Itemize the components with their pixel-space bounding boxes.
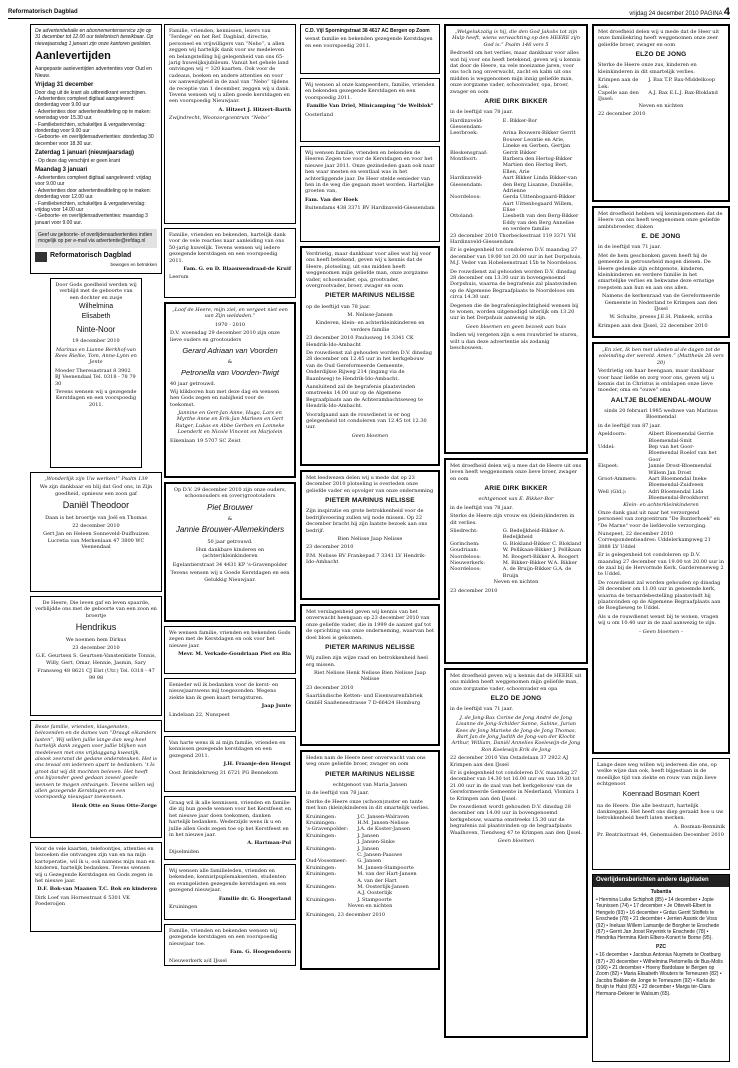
thanks-otte: Beste familie, vrienden, klasgenoten, belezenden en de dames van “Draagt elkanders lasten”, Wij willen jullie lange dan weg heel hartelijk dank zeggen voor jullie blijken van medeleven met ons vrijdaggang kwestijk, alsook zeeranst de gedane ondersteuken. Het is ons tevaal om iedereen apart te bedanken. 't Is groot dat wij dit mochten beleven. Het heeft ons bijzonder goed gedaan zoveel goede wensen te mogen ontvangen. Tevens willen wij allen gezegende Kerstdagen en een voorspoedig nieuwjaar toewensen. Henk Otte en Suus Otte-Zorge bbox=[30, 720, 162, 838]
page-header bbox=[8, 6, 730, 19]
wish-hoogendoorn: Familie, vrienden en bekenden wensen wij gezegende kerstdagen en een voorspoedig nieuwjaar toe. Fam. G. Hoogendoorn Nieuwerkerk a/d IJssel bbox=[164, 924, 296, 966]
relative-row: Noordeloos: A. de Bruijn-Bikker G.A. de Bruijn bbox=[450, 566, 572, 579]
relative-row: Kruiningen: J. Jansen bbox=[306, 845, 379, 852]
line: - Familieberichten, schakeltjes & vergaderverslag: vrijdag voor 14.00 uur bbox=[35, 200, 146, 213]
obituary-nelisse-3: Met verslagenheid geven wij kennis van het onverwacht heengaan op 23 december 2010 van onze geliefde vader, die in 1999 de aanzet gaf tot de oprichting van onze onderneming, waarvan het doel bloei is gekomen. PIETER MARINUS NELISSE Wij zullen zijn wijze raad en betrokkenheid heel erg missen. Riet Nelisse Henk Nelisse Bien Nelisse Jaap Nelisse 23 december 2010 Saarländische Ketten- und Eisenwarenfabriek GmbH Saaßenesstrasse 7 D-66424 Homburg bbox=[300, 604, 440, 746]
thanks-bosman: Lange deze weg willen wij iedereen die ons, op welke wijze dan ook, heeft bijgestaan in de moeilijke tijd van ziekte en rouw van mijn lieve echtgenoot Koenraad Bosman Koert na de Heere. Die alle bestuurt, hartelijk dankzeggen. Het heeft ons diep geraakt hoe u uw betrokkenheid heeft laten merken. A. Bosman-Benninik Pr. Beatrixstraat 44, Genemuiden December 2010 bbox=[592, 758, 730, 870]
page-date: vrijdag 24 december 2010 bbox=[629, 11, 699, 17]
relative-row: Nieuwerkerk: M. Bikker-Bikker W.A. Bikker bbox=[450, 560, 578, 566]
relative-row: Noordeloos: M. Boogert-Bikker A. Boogert bbox=[450, 553, 579, 560]
page-label: PAGINA bbox=[700, 11, 723, 17]
column-2 bbox=[164, 24, 296, 970]
relative-row: Oud-Vossemeer: G. Jansen bbox=[306, 858, 382, 865]
relative-row: Kruiningen: J. Stampoorte bbox=[306, 896, 392, 903]
line: - Op deze dag verschijnt er geen krant bbox=[35, 157, 121, 164]
relative-row: Bleskensgraaf: Gerrit Bikker bbox=[450, 149, 537, 156]
relative-row: C. Jansen-Paauwe bbox=[357, 852, 403, 858]
relative-row: Groot-Ammers: Aart Bloemendal Ineke Bloemendal-Zuidveen bbox=[598, 475, 707, 489]
relative-row: Capelle aan den IJssel: A.J. Bax E.L.J. Bax-Blokland bbox=[598, 90, 718, 103]
date-heading: Vrijdag 31 december bbox=[35, 82, 94, 89]
relative-row: Kruiningen: H.M. Jansen-Nelisse bbox=[306, 820, 409, 827]
reformatorisch-logo: Reformatorisch Dagblad bbox=[35, 252, 157, 262]
obituary-bloemendal: „En ziet, Ik ben met ulieden al de dagen tot de voleinding der wereld. Amen.” (Mattheüs 28 vers 20) Verdrietig om haar heengaan, maar dankbaar voor haar liefde en zorg voor ons, geven wij u kennis dat in Christus is ontslapen onze lieve moeder, oma en "ouwe" oma AALTJE BLOEMENDAL-MOUW sinds 20 februari 1985 weduwe van Marinus Bloemendal in de leeftijd van 87 jaar. Apeldoorn: Albert Bloemendal Gerrie Bloemendal-Smit Uddel: Bep van het Goor-Bloemendal Roelof van het Goor Elspeet: Jannie Drost-Bloemendal Willem Jan Drost Groot-Ammers: Aart Bloemendal Ineke Bloemendal-Zuidveen Well (Gld.): Adri Bloemendal Lida Bloemendal-Brookhorst Klein- en achterkleinkinderen Onze dank gaat uit naar het verzorgend personeel van zorgcentrum "De Bunterhoek" en "De Marne" voor de liefdevolle verzorging. Nunspeet, 22 december 2010 Correspondentieadres: Uddelerkampweg 21 3888 LV Uddel Er is gelegenheid tot condoleren op D.V. maandag 27 december van 19.00 tot 20.00 uur in de zaal bij de Hervormde Kerk, Garderenseweg 2 te Uddel. De rouwdienst zal worden gehouden op dinsdag 28 december om 11.00 uur in genoemde kerk, waarna de teraardebestelling plaatsvindt bij plaatsvinden op de Algemene Begraafplaats aan de Roeglieweg te Uddel. Als u de rouwdienst wenst bij te wonen, vragen wij u om 10.40 uur in de zaal aanwezig te zijn. – Geen bloemen – bbox=[592, 342, 730, 754]
obituary-bikker-2: Met droefheid delen wij u mee dat de Heere uit ons leven heeft weggenomen onze lieve broer, zwager en oom ARIE DIRK BIKKER echtgenoot van E. Bikker-Bor in de leeftijd van 78 jaar. Sterke de Heere zijn vrouw en (klein)kinderen in dit verlies. Sliedrecht: G. Bedeljkheid-Bikker A. Bedeljkheid Gorinchem: G. Blokland-Bikker C. Blokland Goudriaan: W. Pellikaan-Bikker J. Pellikaan Noordeloos: M. Boogert-Bikker A. Boogert Nieuwerkerk: M. Bikker-Bikker W.A. Bikker Noordeloos: A. de Bruijn-Bikker G.A. de Bruijn Neven en nichten 23 december 2010 bbox=[444, 458, 588, 664]
obituary-nelisse-1: Verdrietig, maar dankbaar voor alles wat hij voor ons heeft betekend, geven wij u kennis dat de Heere, plotseling, uit ons midden heeft weggenomen mijn geliefde man, onze zorgzame vader, schoonvader, opa, grootvader, overgrootvader, broer, zwager en oom PIETER MARINUS NELISSE op de leeftijd van 78 jaar. M. Nelisse-Jansen Kinderen, klein- en achterkleinkinderen en verdere familie 23 december 2010 Paulusweg 14 3341 CK Hendrik-Ido-Ambacht De rouwdienst zal gehouden worden D.V. dinsdag 28 december om 12.45 uur in het kerkgebouw van de Oud Gereformeerde Gemeente, Onderdijkse Rijweg 214 (ingang via de Baanbweg) te Hendrik-Ido-Ambacht. Aansluitend zal de begrafenis plaatsvinden omstreeks 14.00 uur op de Algemene Begraafplaats aan de Achterambachtseweg te Hendrik-Ido-Ambacht. Voorafgaand aan de rouwdienst is er nog gelegenheid tot condoleren van 12.45 tot 12.30 uur. Geen bloemen bbox=[300, 246, 440, 466]
ad-subtitle: Aangepaste aanlevertijden advertenties voor Oud en Nieuw. bbox=[35, 66, 152, 79]
intro-note: De advertentiebalie en abonnementenservice zijn op 31 december tot 12.00 uur telefonisch bereikbaar. Op nieuwjaarsdag 1 januari zijn onze kantoren gesloten. bbox=[35, 28, 154, 47]
column-4 bbox=[444, 24, 588, 1042]
wish-van-driel: Wij wensen al onze kampeerders, familie, vrienden en bekenden gezegende Kerstdagen en een voorspoedig 2011. Familie Van Driel, Minicamping "de Welblok" Oosterland bbox=[300, 78, 440, 142]
paper-name: Reformatorisch Dagblad bbox=[8, 9, 78, 15]
relative-row: Kruiningen: J. Jansen bbox=[306, 832, 379, 839]
line: - Geboorte- en overlijdensadvertenties: maandag 3 januari voor 9.00 uur. bbox=[35, 213, 148, 226]
obituary-bikker-1: „Welgelukzalig is hij, die den God Jakobs tot zijn Hulp heeft, wiens verwachting op den HEERE zijn God is.” Psalm 146 vers 5 Bedroefd om het verlies, maar dankbaar voor alles wat hij voor ons heeft betekend, geven wij u kennis dat door de Heere, na vele moeizame jaren, voor ons toch nog onverwacht, zacht en kalm uit ons midden is weggenomen mijn innig geliefde man, onze zorgzame vader, schoonvader, opa, broer, zwager en oom ARIE DIRK BIKKER in de leeftijd van 78 jaar. Hardinxveld-Giessendam: E. Bikker-Bor Leerbroek: Arina Bouwers-Bikker Gerrit Bouwer Leontie en Arie, Lineke en Gerben, Gertjan Bleskensgraaf: Gerrit Bikker Montfoort: Barbera den Hertog-Bikker Martien den Hertog Bert, Ellen, Arie Hardinxveld-Giessendam: Aart Bikker Linda Bikker-van den Berg Lisanne, Daniëlle, Adrienne Noordeloos: Gerda Uittenbogaard-Bikker Aart Uittenbogaard Willem, Elise Ottoland: Liesbeth van den Berg-Bikker Eddy van den Berg Annelise en verdere familie 23 december 2010 Thorbeckestraat 119 3371 VH Hardinxveld-Giessendam Er is gelegenheid tot condoleren D.V. maandag 27 december van 19.00 tot 20.00 uur in het Dorpshuis, M.J. Veder van Hobeleenstraat 15b te Noordeloos. De rouwdienst zal gehouden worden D.V. dinsdag 28 december om 13.30 uur in bovengenoemd Dorpshuis, waarna de begrafenis zal plaatsvinden op de Algemene Begraafplaats te Noordeloos om circa 14.30 uur. Degenen die de begrafenisplechtigheid wensen bij te wonen, worden uitgenodigd uiterlijk om 13.20 uur in het Dorpshuis aanwezig te zijn. Geen bloemen en geen bezoek aan huis Indien wij vergeten zijn u een rouwbrief te sturen, wilt u dan deze advertentie als zodanig beschouwen. bbox=[444, 24, 588, 454]
relative-row: Ottoland: Liesbeth van den Berg-Bikker Eddy van den Berg Annelise en verdere familie bbox=[450, 213, 579, 233]
line: - Advertenties compleet digitaal aangeleverd: vrijdag voor 9.00 uur bbox=[35, 174, 151, 188]
line: - Geboorte- en overlijdensadvertenties: donderdag 30 december voor 18.30 uur. bbox=[35, 134, 154, 147]
other-obituaries-title: Overlijdensberichten andere dagbladen bbox=[593, 875, 729, 887]
date-heading: Maandag 3 januari bbox=[35, 167, 88, 174]
thanks-kruif: Familie, vrienden en bekenden, hartelijk dank voor de vele reacties naar aanleiding van ons 50-jarig huwelijk. Tevens wensen wij iedere gezegende kerstdagen en een voorspoedig 2011. Fam. G. en D. Blaauwendraad-de Kruif Leerum bbox=[164, 228, 296, 298]
email-note: Geef uw geboorte- of overlijdensadvertenties indien mogelijk op per e-mail via advertentie@refdag.nl bbox=[35, 229, 157, 248]
birth-daniel: „Wonderlijk zijn Uw werken!” Psalm 139 We zijn dankbaar en blij dat God ons, in Zijn goedheid, opnieuw een zoon gaf Daniël Theodoor Daan is het broertje van Joël en Thomas 22 december 2010 Gert Jan en Heleen Sonneveld-Duifhuizen Lucretia van Merkenlaan 47 3800 WC Veenendaal bbox=[30, 472, 162, 592]
relative-row: Kruiningen: M. van der Hart-Jansen bbox=[306, 871, 417, 878]
date-heading: Zaterdag 1 januari (nieuwjaarsdag) bbox=[35, 150, 135, 157]
logo-icon bbox=[35, 252, 47, 262]
line: - Advertenties compleet digitaal aangeleverd: donderdag voor 9.00 uur bbox=[35, 96, 135, 109]
wish-verkade: We wensen familie, vrienden en bekenden Gods zegen met de Kerstdagen en ook voor het nieuwe jaar. Mevr. M. Verkade-Goudriaan Piet en Ria bbox=[164, 626, 296, 674]
obituary-nelisse-2: Met leedwezen delen wij u mede dat op 23 december 2010 plotseling is overleden onze geliefde vader en opvolger van onze onderneming PIETER MARINUS NELISSE Zijn inspiratie en grote betrokkenheid voor de bedrijfsvoering zullen wij node missen. Op 22 december bracht hij zijn laatste bezoek aan ons bedrijf. Bien Nelisse Jaap Nelisse 23 december 2010 P.M. Nelisse BV Frankepad 7 3341 LV Hendrik-Ido-Ambacht bbox=[300, 470, 440, 600]
page-number: 4 bbox=[723, 6, 730, 18]
relative-row: Apeldoorn: Albert Bloemendal Gerrie Bloemendal-Smit bbox=[598, 431, 714, 444]
thanks-junte: Eenieder wil ik bedanken voor de kerst- en nieuwjaarswens mij toegezonden. Wegens ziekte kan ik geen kaart terugsturen. Jaap Junte Lindelaan 22, Nunspeet bbox=[164, 678, 296, 732]
obituary-nelisse-4: Heden nam de Heere neer onverwacht van ons weg onze geliefde broer, zwager en oom PIETER MARINUS NELISSE echtgenoot van Maria Jansen in de leeftijd van 78 jaar. Sterke de Heere onze (schoon)zuster en tante met hun (klein)kinderen in dit smartelijk verlies. Kruiningen: J.C. Jansen-Walraven Kruiningen: H.M. Jansen-Nelisse 's-Gravenpolder: J.A. de Koster-Jansen Kruiningen: J. Jansen J. Jansen-Sinke Kruiningen: J. Jansen C. Jansen-Paauwe Oud-Vossemeer: G. Jansen Kruiningen: M. Jansen-Stampoorte Kruiningen: M. van der Hart-Jansen A. van der Hart Kruiningen: M. Oosterlijk-Jansen A.J. Oosterlijk Kruiningen: J. Stampoorte Neven en nichten Kruiningen, 23 december 2010 bbox=[300, 750, 440, 970]
relative-row: A. van der Hart bbox=[357, 877, 397, 884]
wish-vijl: C.D. Vijl Sporningstraat 38 4617 AC Bergen op Zoom wenst familie en bekenden gezegende Kerstdagen en een voorspoedig 2011. bbox=[300, 24, 440, 74]
relative-row: J. Jansen-Sinke bbox=[357, 839, 395, 846]
relative-row: Leerbroek: Arina Bouwers-Bikker Gerrit Bouwer Leontie en Arie, Lineke en Gerben, Gertjan bbox=[450, 130, 576, 150]
column-5 bbox=[592, 24, 730, 1066]
line: - Familieberichten, schakeltjes & vergaderverslag: donderdag voor 9.00 uur bbox=[35, 121, 146, 135]
other-obituaries: Overlijdensberichten andere dagbladen Tubantia • Hermina Luike Schipholt (85) • 14 december • Jopie Teunissen (74) • 17 december • Je Ottevelt-Elbert te Hengelo (93) • 16 december • Grdus Gerrit Stoffels te Enschede (78) • 21 december • Jerrien Assink de Voss (92) • Ineluas Willem Lamantje de Borgher te Enschede (87) • Gerrit Jan Joost Reyerink te Enschede (78) • Hendrika Hermina Klein Elbers-Konert te Borne (95). PZC • 16 december • Jacobus Antonius Nuymets te Oostburg (87) • 20 december • Wilhelmina Pietornella de Bus-Molis (106) • 21 december • Hoeny Bardolase te Bergen op Zoom (82) • Maria Elisabeth Wouters te Terneuzen (82) • Jacoba Bakker-de Jonge te Terneuzen (92) • Karla de Bruijn te Hulst (65) • 22 december • Marga ter-Clara Hermans-Dekeer te Walsum (65). bbox=[592, 874, 730, 1062]
line: - Advertenties door advertentieafdeling op te maken: woensdag voor 15.30 uur. bbox=[35, 108, 151, 122]
jubilee-van-voorden: „Loof de Heere, mijn ziel, en vergeet niet een van Zijn weldaden.” 1970 · 2010 D.V. woensdag 29 december 2010 zijn onze lieve ouders en grootouders Gerard Adriaan van Voorden & Petronella van Voorden-Twigt 40 jaar getrouwd. Wij klikboren hun met deze dag en wensen hen Gods zegen en nabijheid voor de toekomst. Jannine en Gert-Jan Anne, Hugo, Lars en Myrthe Anne en Erik-Jan Marleen en Gert Rutger, Lukas en Abbe Gerben en Lonneke Loenderlt en Nicole Vincent en Marjolein Eikenlaan 19 5707 SC Zeist bbox=[164, 302, 296, 478]
birth-ninte: Door Gods goedheid werden wij verblijd met de geboorte van een dochter en zusje Wilhelmina Elisabeth Ninte-Noor 19 december 2010 Marinus en Lianne Berkhof-van Rees Rielke, Tom, Anne-Lynn en Jente Moeder Theresastraat 8 3902 BJ Veenendaal Tel. 0318 - 78 79 30 Tevens wensen wij u gezegende Kerstdagen en een voorspoedig 2011. bbox=[50, 278, 142, 468]
relative-row: Sliedrecht: G. Bedeljkheid-Bikker A. Bedeljkheid bbox=[450, 528, 565, 541]
wish-hoogerland: Wij wensen alle familieleden, vrienden en bekenden, kennistpuplemaksenten, studenten en evangelisten gezegende kerstdagen en een gezegend nieuwjaar. Familie dr. G. Hoogerland Kruiningen bbox=[164, 864, 296, 920]
relative-row: Elspeet: Jannie Drost-Bloemendal Willem Jan Drost bbox=[598, 463, 712, 476]
ad-title: Aanlevertijden bbox=[35, 50, 111, 63]
line: - Advertenties door advertentieafdeling op te maken: donderdag voor 12.00 uur. bbox=[35, 187, 151, 201]
relative-row: Gorinchem: G. Blokland-Bikker C. Blokland bbox=[450, 540, 582, 547]
thanks-bok: Voor de vele kaarten, telefoontjes, attenties en bezoeken die ontvangen zijn van en na mijn kartoperatie, wil ik u, ook namens mijn man en kinderen, hartelijk bedanken. Tevens wensen wij u Gezegende Kerstdagen en Gods zegen in het nieuwe jaar. D.F. Bok-van Maanen T.C. Bok en kinderen Dirk Loef van Hornestraat 6 5301 VK Poederoijen bbox=[30, 842, 162, 932]
relative-row: A.J. Oosterlijk bbox=[357, 890, 392, 897]
relative-row: Hardinxveld-Giessendam: E. Bikker-Bor bbox=[450, 117, 538, 130]
relative-row: Well (Gld.): Adri Bloemendal Lida Bloemendal-Brookhorst bbox=[598, 488, 709, 502]
relative-row: Montfoort: Barbera den Hertog-Bikker Martien den Hertog Bert, Ellen, Arie bbox=[450, 155, 573, 175]
relative-row: Kruiningen: M. Jansen-Stampoorte bbox=[306, 864, 414, 871]
thanks-hartman: Graag wil ik alle kennissen, vrienden en familie die zij hun goede wensen voor het Kerstfeest en het nieuwe jaar doen toekomen, danken hartelijk bedanken. Wederzijds wens ik u en jullie allen Gods zegen toe op het Kerstfeest en in het nieuwe jaar. A. Hartman-Pul Dijselmiden bbox=[164, 796, 296, 860]
column-3 bbox=[300, 24, 440, 974]
column-1 bbox=[30, 24, 162, 936]
relative-row: Noordeloos: Gerda Uittenbogaard-Bikker Aart Uittenbogaard Willem, Elise bbox=[450, 194, 576, 214]
thanks-hitzert: Familie, vrienden, kennissen, lezers van 'Terdege' en het Ref. Dagblad, directie, personeel en vrijwilligers van “Nebo”, u allen zeggen wij hartelijk dank voor uw medeleven en belangstelling bij gelegenheid van ons 65-jarig huwelijksjubileum. Vanuit het gehele land ontvingen wij = 320 kaarten. Ook voor de cadeaus, boeken en andere attenties en voor uw aanwezigheid in de zaal van “Nebo” tijdens de receptie van 1 december, zeggen wij u dank. Tevens wensen wij u allen goede kerstdagen en een voorspoedig Nieuwjaar. A. Hitzert J. Hitzert-Barth Zwijndrecht, Woonzorgcentrum “Nebo” bbox=[164, 24, 296, 224]
relative-row: Krimpen aan de Lek: J. Bax T.P. Bax-Middelkoop bbox=[598, 77, 715, 90]
obituary-de-jong-3: Met droefheid hebben wij kennisgenomen dat de Heere van ons heeft weggenomen onze geliefde ambtsbroeder, diaken E. DE JONG in de leeftijd van 71 jaar. Met de hem geschonken gaven heeft hij de gemeente in getrouwheid mogen dienen. De Heere gedenke zijn echtgenote, kinderen, kleinkinderen en verdere familie in het smartelijke verlies en bekwame deze ernstige roepstem aan hun en aan ons allen. Namens de kerkenraad van de Gereformeerde Gemeente in Nederland te Krimpen aan den IJssel W. Schulte, preses J.E.H. Pinkeek, scriba Krimpen aan den IJssel, 22 december 2010 bbox=[592, 206, 730, 338]
relative-row: Goudriaan: W. Pellikaan-Bikker J. Pellikaan bbox=[450, 547, 582, 554]
wish-van-der-hoek: Wij wensen familie, vrienden en bekenden de Heeren Zegen toe voor de Kerstdagen en voor het nieuwe jaar 2011. Onze gezinsleden gaan ook naar hen waar mesten en wentlaal was in het achterliggende jaar. De Heer stelde eenieder van hen in de weg die gegaan moet worden. Hartelijke groeten van, Fam. Van der Hoek Buitendams 438 3371 BV Hardinxveld-Giessendam bbox=[300, 146, 440, 242]
obituary-de-jong-1: Met droefheid geven wij u kennis dat de HEERE uit ons midden heeft weggenomen mijn geliefde man, onze zorgzame vader, schoonvader en opa ELZO DE JONG in de leeftijd van 71 jaar. J. de Jong-Bax Corine de Jong André de Jong Lisanne de Jong-Schilder Sanne, Sabine, Jurian Kees de Jong Marieke de Jong-de Jong Thomas, Bart Jan de Jong Judith de Jong-van der Klocht Arthur, William, Daniël Annelies Koelewijn-de Jong Ron Koelewijn Erik de Jong 22 december 2010 Van Ostadelaan 37 2922 AJ Krimpen aan den IJssel Er is gelegenheid tot condoleren D.V. maandag 27 december van 14.30 tot 16.00 uur en van 19.30 tot 21.00 uur in de zaal van het kerkgebouw van de Gereformeerde Gemeente in Nederland, Vlomira 1 te Krimpen aan den IJssel. De rouwdienst wordt gehouden D.V. dinsdag 28 december om 14.00 uur in bovengenoemd kerkgebouw, waarna omstreeks 15.30 uur de begrafenis zal plaatsvinden op de begraafplaats Waalhoven, Tiendweg 47 te Krimpen aan den IJssel. Geen bloemen bbox=[444, 668, 588, 1038]
relative-row: Kruiningen: M. Oosterlijk-Jansen bbox=[306, 883, 409, 890]
wish-fraanje: Van harte wens ik al mijn familie, vrienden en kennissen gezegende kerstdagen en een gezegend 2011. J.H. Fraanje-den Hengst Oost Brinkdekrweg 31 6721 PG Bennekom bbox=[164, 736, 296, 792]
jubilee-brouwer: Op D.V. 29 december 2010 zijn onze ouders, schoonouders en (over)grootouders Piet Brouwer & Jannie Brouwer-Allemekinders 50 jaar getrouwd. Hun dankbare kinderen en (achter)kleinkinderen Egelantierstraat 34 4431 KP 's-Gravenpolder Tevens wensen wij u Goede Kerstdagen en een Gelukkig Nieuwjaar. bbox=[164, 482, 296, 622]
obituary-de-jong-2: Met droefheid delen wij u mede dat de Heer uit onze familiekring heeft weggenomen onze zeer geliefde broer, zwager en oom ELZO DE JONG Sterke de Heere onze zus, kinderen en kleinkinderen in dit smartelijk verlies. Krimpen aan de Lek: J. Bax T.P. Bax-Middelkoop Capelle aan den IJssel: A.J. Bax E.L.J. Bax-Blokland Neven en nichten 22 december 2010 bbox=[592, 24, 730, 202]
relative-row: 's-Gravenpolder: J.A. de Koster-Jansen bbox=[306, 826, 411, 833]
relative-row: Uddel: Bep van het Goor-Bloemendal Roelof van het Goor bbox=[598, 444, 717, 463]
birth-hendrikus: De Heere, Die leven gaf en leven spaarde, verblijdde ons met de geboorte van een zoon en broertje Hendrikus We noemen hem Dirkus 23 december 2010 G.E. Geurtsen S. Geurtsen-Vanstenkiste Tonnis, Willy, Gert, Omar, Hennie, Jasmin, Sary Fransweg 48 8621 CJ Elst (Utr.) Tel. 0318 - 47 99 98 bbox=[30, 596, 162, 716]
ad-aanlevertijden: De advertentiebalie en abonnementenservice zijn op 31 december tot 12.00 uur telefonisch bereikbaar. Op nieuwjaarsdag 1 januari zijn onze kantoren gesloten. Aanlevertijden Aangepaste aanlevertijden advertenties voor Oud en Nieuw. Vrijdag 31 december Door dag uit de krant als uitbreidkrant verschijnen. - Advertenties compleet digitaal aangeleverd: donderdag voor 9.00 uur - Advertenties door advertentieafdeling op te maken: woensdag voor 15.30 uur. - Familieberichten, schakeltjes & vergaderverslag: donderdag voor 9.00 uur - Geboorte- en overlijdensadvertenties: donderdag 30 december voor 18.30 uur. Zaterdag 1 januari (nieuwjaarsdag) - Op deze dag verschijnt er geen krant Maandag 3 januari - Advertenties compleet digitaal aangeleverd: vrijdag voor 9.00 uur - Advertenties door advertentieafdeling op te maken: donderdag voor 12.00 uur. - Familieberichten, schakeltjes & vergaderverslag: vrijdag voor 14.00 uur - Geboorte- en overlijdensadvertenties: maandag 3 januari voor 9.00 uur. Geef uw geboorte- of overlijdensadvertenties indien mogelijk op per e-mail via advertentie@refdag.nl Reformatorisch Dagblad bewogen en betrokken bbox=[30, 24, 162, 274]
line: Door dag uit de krant als uitbreidkrant verschijnen. bbox=[35, 89, 147, 96]
relative-row: Kruiningen: J.C. Jansen-Walraven bbox=[306, 813, 410, 820]
relative-row: Hardinxveld-Giessendam: Aart Bikker Linda Bikker-van den Berg Lisanne, Daniëlle, Adrienne bbox=[450, 175, 577, 194]
